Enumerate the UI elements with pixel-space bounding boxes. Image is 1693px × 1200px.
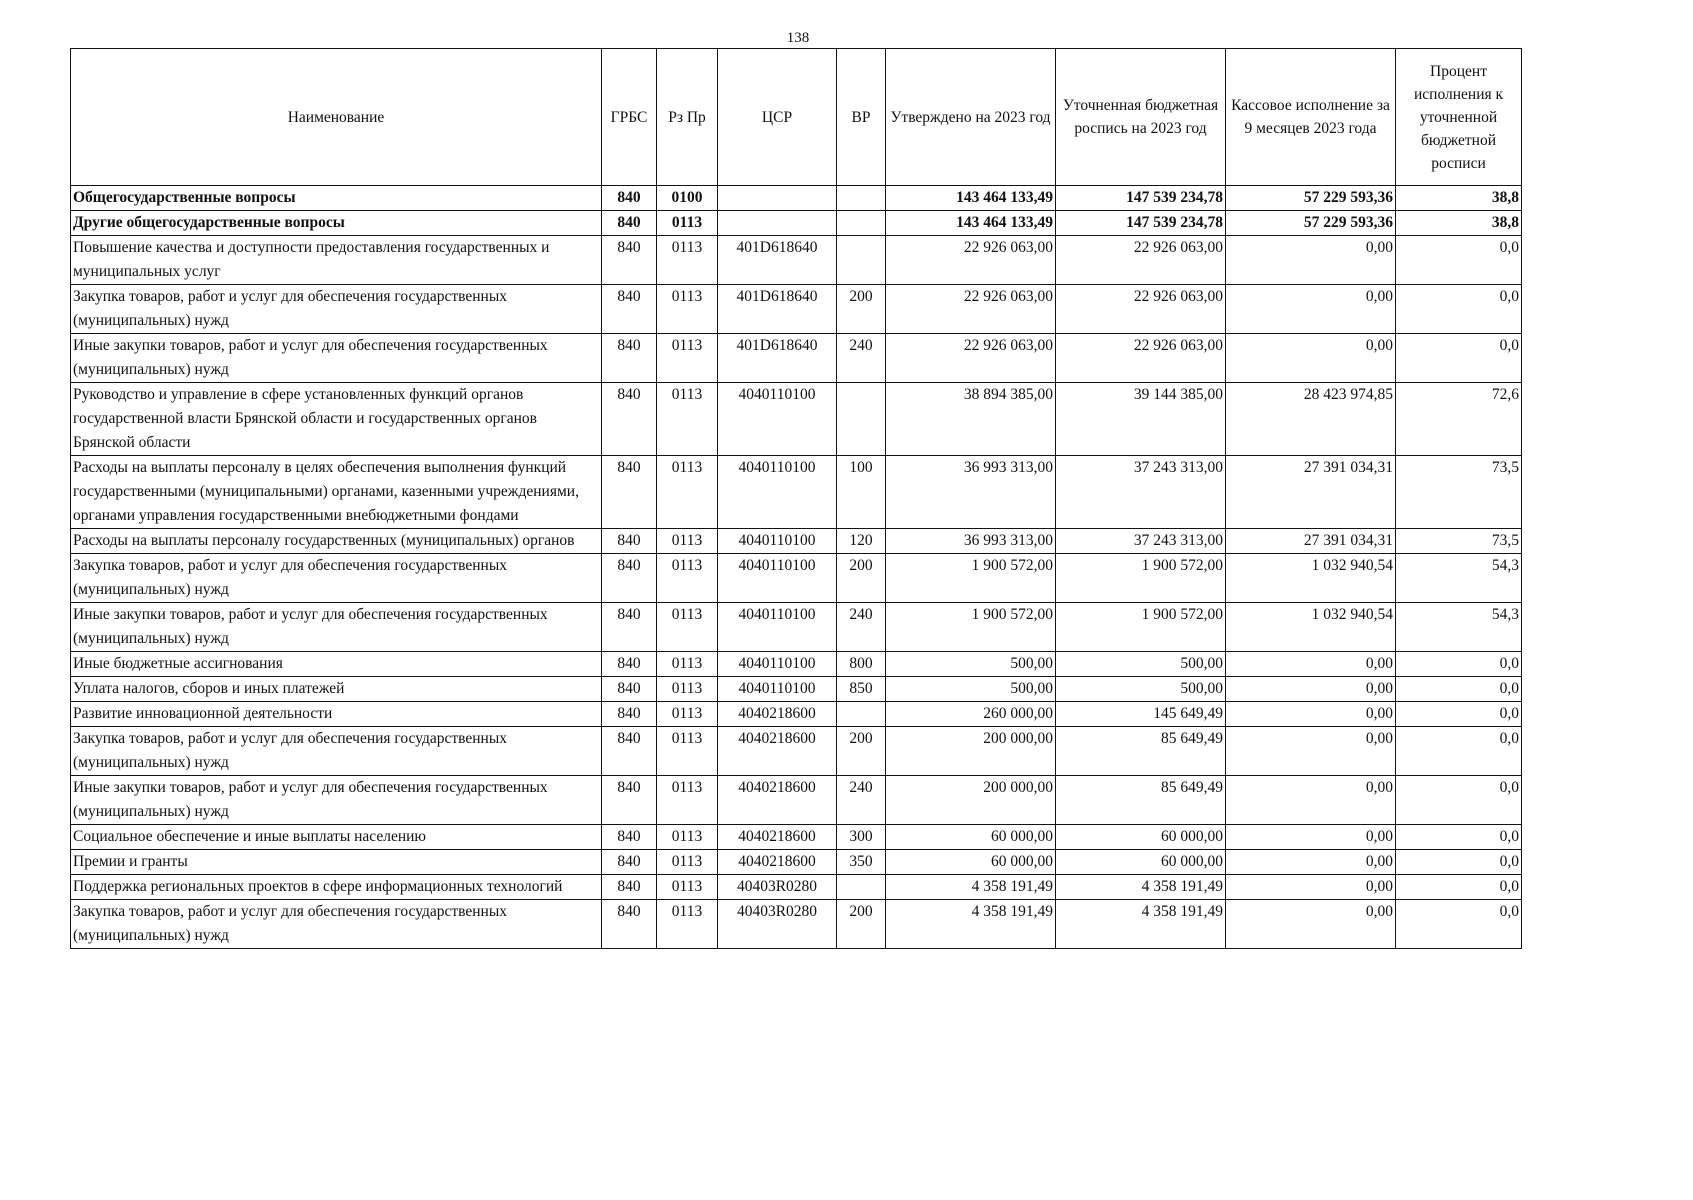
cell-vr bbox=[837, 186, 886, 211]
cell-percent: 54,3 bbox=[1396, 603, 1522, 652]
cell-percent: 54,3 bbox=[1396, 554, 1522, 603]
table-row bbox=[71, 652, 1522, 677]
table-row bbox=[71, 603, 1522, 652]
cell-rzpr: 0113 bbox=[657, 652, 718, 677]
cell-approved: 260 000,00 bbox=[886, 702, 1056, 727]
column-header-vr: ВР bbox=[837, 49, 886, 186]
cell-vr: 300 bbox=[837, 825, 886, 850]
cell-approved: 22 926 063,00 bbox=[886, 236, 1056, 285]
cell-name: Закупка товаров, работ и услуг для обеспечения государственных (муниципальных) нужд bbox=[71, 900, 602, 949]
cell-refined: 4 358 191,49 bbox=[1056, 875, 1226, 900]
cell-percent: 0,0 bbox=[1396, 825, 1522, 850]
cell-rzpr: 0113 bbox=[657, 875, 718, 900]
cell-csr: 4040110100 bbox=[718, 677, 837, 702]
cell-name: Социальное обеспечение и иные выплаты населению bbox=[71, 825, 602, 850]
table-row bbox=[71, 850, 1522, 875]
cell-percent: 72,6 bbox=[1396, 383, 1522, 456]
cell-refined: 147 539 234,78 bbox=[1056, 186, 1226, 211]
cell-refined: 147 539 234,78 bbox=[1056, 211, 1226, 236]
cell-percent: 73,5 bbox=[1396, 456, 1522, 529]
cell-cash: 0,00 bbox=[1226, 702, 1396, 727]
cell-vr: 800 bbox=[837, 652, 886, 677]
cell-grbs: 840 bbox=[602, 900, 657, 949]
cell-grbs: 840 bbox=[602, 554, 657, 603]
cell-approved: 500,00 bbox=[886, 652, 1056, 677]
cell-cash: 0,00 bbox=[1226, 236, 1396, 285]
cell-percent: 38,8 bbox=[1396, 186, 1522, 211]
table-row bbox=[71, 211, 1522, 236]
cell-vr bbox=[837, 875, 886, 900]
cell-rzpr: 0113 bbox=[657, 850, 718, 875]
table-row bbox=[71, 677, 1522, 702]
cell-cash: 0,00 bbox=[1226, 677, 1396, 702]
column-header-approved: Утверждено на 2023 год bbox=[886, 49, 1056, 186]
cell-approved: 22 926 063,00 bbox=[886, 285, 1056, 334]
table-body bbox=[71, 186, 1522, 949]
table-row bbox=[71, 456, 1522, 529]
cell-csr: 401D618640 bbox=[718, 334, 837, 383]
cell-approved: 22 926 063,00 bbox=[886, 334, 1056, 383]
table-row bbox=[71, 383, 1522, 456]
cell-cash: 28 423 974,85 bbox=[1226, 383, 1396, 456]
cell-name: Иные закупки товаров, работ и услуг для обеспечения государственных (муниципальных) нужд bbox=[71, 776, 602, 825]
cell-vr bbox=[837, 702, 886, 727]
cell-cash: 57 229 593,36 bbox=[1226, 211, 1396, 236]
cell-csr: 4040110100 bbox=[718, 383, 837, 456]
cell-refined: 37 243 313,00 bbox=[1056, 456, 1226, 529]
cell-csr bbox=[718, 211, 837, 236]
cell-csr: 4040110100 bbox=[718, 456, 837, 529]
budget-execution-table bbox=[70, 48, 1522, 949]
cell-name: Закупка товаров, работ и услуг для обеспечения государственных (муниципальных) нужд bbox=[71, 727, 602, 776]
cell-csr: 40403R0280 bbox=[718, 875, 837, 900]
cell-csr: 4040110100 bbox=[718, 529, 837, 554]
cell-name: Закупка товаров, работ и услуг для обеспечения государственных (муниципальных) нужд bbox=[71, 285, 602, 334]
cell-grbs: 840 bbox=[602, 875, 657, 900]
cell-name: Иные закупки товаров, работ и услуг для обеспечения государственных (муниципальных) нужд bbox=[71, 603, 602, 652]
cell-csr: 4040218600 bbox=[718, 776, 837, 825]
cell-name: Иные бюджетные ассигнования bbox=[71, 652, 602, 677]
cell-approved: 143 464 133,49 bbox=[886, 211, 1056, 236]
cell-csr: 4040218600 bbox=[718, 727, 837, 776]
cell-grbs: 840 bbox=[602, 236, 657, 285]
table-row bbox=[71, 236, 1522, 285]
column-header-name: Наименование bbox=[71, 49, 602, 186]
cell-percent: 73,5 bbox=[1396, 529, 1522, 554]
cell-refined: 4 358 191,49 bbox=[1056, 900, 1226, 949]
table-row bbox=[71, 776, 1522, 825]
cell-vr: 200 bbox=[837, 900, 886, 949]
cell-csr bbox=[718, 186, 837, 211]
cell-name: Развитие инновационной деятельности bbox=[71, 702, 602, 727]
cell-rzpr: 0113 bbox=[657, 456, 718, 529]
cell-grbs: 840 bbox=[602, 702, 657, 727]
cell-name: Иные закупки товаров, работ и услуг для обеспечения государственных (муниципальных) нужд bbox=[71, 334, 602, 383]
table-row bbox=[71, 900, 1522, 949]
cell-rzpr: 0113 bbox=[657, 702, 718, 727]
cell-refined: 60 000,00 bbox=[1056, 850, 1226, 875]
cell-approved: 500,00 bbox=[886, 677, 1056, 702]
cell-refined: 22 926 063,00 bbox=[1056, 334, 1226, 383]
cell-approved: 38 894 385,00 bbox=[886, 383, 1056, 456]
cell-rzpr: 0113 bbox=[657, 285, 718, 334]
cell-grbs: 840 bbox=[602, 529, 657, 554]
cell-approved: 200 000,00 bbox=[886, 727, 1056, 776]
cell-cash: 27 391 034,31 bbox=[1226, 456, 1396, 529]
cell-approved: 1 900 572,00 bbox=[886, 554, 1056, 603]
cell-percent: 38,8 bbox=[1396, 211, 1522, 236]
cell-grbs: 840 bbox=[602, 652, 657, 677]
cell-refined: 60 000,00 bbox=[1056, 825, 1226, 850]
cell-cash: 0,00 bbox=[1226, 727, 1396, 776]
cell-refined: 500,00 bbox=[1056, 677, 1226, 702]
cell-rzpr: 0113 bbox=[657, 603, 718, 652]
cell-percent: 0,0 bbox=[1396, 652, 1522, 677]
table-row bbox=[71, 702, 1522, 727]
cell-name: Руководство и управление в сфере установленных функций органов государственной власти Брянской области и государственных органов Брянской области bbox=[71, 383, 602, 456]
cell-percent: 0,0 bbox=[1396, 285, 1522, 334]
cell-cash: 0,00 bbox=[1226, 652, 1396, 677]
cell-grbs: 840 bbox=[602, 825, 657, 850]
cell-refined: 145 649,49 bbox=[1056, 702, 1226, 727]
cell-vr: 240 bbox=[837, 776, 886, 825]
cell-rzpr: 0113 bbox=[657, 529, 718, 554]
table-row bbox=[71, 285, 1522, 334]
cell-grbs: 840 bbox=[602, 211, 657, 236]
table-row bbox=[71, 186, 1522, 211]
cell-rzpr: 0113 bbox=[657, 383, 718, 456]
cell-csr: 4040110100 bbox=[718, 652, 837, 677]
cell-cash: 0,00 bbox=[1226, 875, 1396, 900]
cell-csr: 4040110100 bbox=[718, 603, 837, 652]
cell-approved: 200 000,00 bbox=[886, 776, 1056, 825]
cell-grbs: 840 bbox=[602, 334, 657, 383]
cell-refined: 39 144 385,00 bbox=[1056, 383, 1226, 456]
cell-name: Уплата налогов, сборов и иных платежей bbox=[71, 677, 602, 702]
cell-rzpr: 0113 bbox=[657, 776, 718, 825]
cell-percent: 0,0 bbox=[1396, 677, 1522, 702]
table-header-row bbox=[71, 49, 1522, 186]
column-header-refined: Уточненная бюджетная роспись на 2023 год bbox=[1056, 49, 1226, 186]
column-header-grbs: ГРБС bbox=[602, 49, 657, 186]
table-row bbox=[71, 529, 1522, 554]
table-row bbox=[71, 727, 1522, 776]
cell-cash: 0,00 bbox=[1226, 776, 1396, 825]
cell-cash: 0,00 bbox=[1226, 334, 1396, 383]
cell-approved: 4 358 191,49 bbox=[886, 900, 1056, 949]
cell-approved: 143 464 133,49 bbox=[886, 186, 1056, 211]
cell-approved: 36 993 313,00 bbox=[886, 456, 1056, 529]
column-header-percent: Процент исполнения к уточненной бюджетной росписи bbox=[1396, 49, 1522, 186]
cell-grbs: 840 bbox=[602, 456, 657, 529]
cell-percent: 0,0 bbox=[1396, 850, 1522, 875]
cell-rzpr: 0113 bbox=[657, 677, 718, 702]
table-row bbox=[71, 825, 1522, 850]
cell-csr: 401D618640 bbox=[718, 285, 837, 334]
cell-rzpr: 0100 bbox=[657, 186, 718, 211]
cell-approved: 1 900 572,00 bbox=[886, 603, 1056, 652]
cell-percent: 0,0 bbox=[1396, 776, 1522, 825]
cell-name: Поддержка региональных проектов в сфере информационных технологий bbox=[71, 875, 602, 900]
cell-name: Другие общегосударственные вопросы bbox=[71, 211, 602, 236]
cell-csr: 4040218600 bbox=[718, 825, 837, 850]
cell-name: Расходы на выплаты персоналу в целях обеспечения выполнения функций государственными (муниципальными) органами, казенными учреждениями, органами управления государственными внебюджетными фондами bbox=[71, 456, 602, 529]
cell-refined: 22 926 063,00 bbox=[1056, 236, 1226, 285]
cell-rzpr: 0113 bbox=[657, 727, 718, 776]
cell-vr bbox=[837, 236, 886, 285]
cell-cash: 0,00 bbox=[1226, 285, 1396, 334]
cell-approved: 36 993 313,00 bbox=[886, 529, 1056, 554]
cell-cash: 0,00 bbox=[1226, 900, 1396, 949]
cell-cash: 1 032 940,54 bbox=[1226, 554, 1396, 603]
cell-rzpr: 0113 bbox=[657, 825, 718, 850]
cell-csr: 4040110100 bbox=[718, 554, 837, 603]
page-number: 138 bbox=[786, 30, 810, 46]
cell-cash: 57 229 593,36 bbox=[1226, 186, 1396, 211]
cell-cash: 1 032 940,54 bbox=[1226, 603, 1396, 652]
cell-grbs: 840 bbox=[602, 776, 657, 825]
cell-name: Общегосударственные вопросы bbox=[71, 186, 602, 211]
cell-refined: 500,00 bbox=[1056, 652, 1226, 677]
cell-rzpr: 0113 bbox=[657, 334, 718, 383]
cell-rzpr: 0113 bbox=[657, 554, 718, 603]
cell-csr: 401D618640 bbox=[718, 236, 837, 285]
cell-percent: 0,0 bbox=[1396, 236, 1522, 285]
cell-name: Расходы на выплаты персоналу государственных (муниципальных) органов bbox=[71, 529, 602, 554]
cell-refined: 85 649,49 bbox=[1056, 776, 1226, 825]
column-header-csr: ЦСР bbox=[718, 49, 837, 186]
cell-grbs: 840 bbox=[602, 383, 657, 456]
cell-vr: 200 bbox=[837, 727, 886, 776]
cell-grbs: 840 bbox=[602, 285, 657, 334]
cell-grbs: 840 bbox=[602, 186, 657, 211]
cell-vr: 200 bbox=[837, 554, 886, 603]
cell-vr bbox=[837, 383, 886, 456]
cell-cash: 0,00 bbox=[1226, 825, 1396, 850]
cell-name: Премии и гранты bbox=[71, 850, 602, 875]
cell-vr: 850 bbox=[837, 677, 886, 702]
cell-refined: 37 243 313,00 bbox=[1056, 529, 1226, 554]
cell-vr: 350 bbox=[837, 850, 886, 875]
cell-refined: 22 926 063,00 bbox=[1056, 285, 1226, 334]
cell-cash: 0,00 bbox=[1226, 850, 1396, 875]
cell-refined: 1 900 572,00 bbox=[1056, 554, 1226, 603]
cell-cash: 27 391 034,31 bbox=[1226, 529, 1396, 554]
cell-csr: 40403R0280 bbox=[718, 900, 837, 949]
cell-percent: 0,0 bbox=[1396, 900, 1522, 949]
cell-vr: 240 bbox=[837, 334, 886, 383]
cell-approved: 4 358 191,49 bbox=[886, 875, 1056, 900]
cell-percent: 0,0 bbox=[1396, 334, 1522, 383]
cell-grbs: 840 bbox=[602, 727, 657, 776]
cell-vr: 100 bbox=[837, 456, 886, 529]
cell-name: Закупка товаров, работ и услуг для обеспечения государственных (муниципальных) нужд bbox=[71, 554, 602, 603]
cell-vr: 240 bbox=[837, 603, 886, 652]
cell-grbs: 840 bbox=[602, 677, 657, 702]
cell-vr: 200 bbox=[837, 285, 886, 334]
cell-percent: 0,0 bbox=[1396, 727, 1522, 776]
table-row bbox=[71, 875, 1522, 900]
cell-approved: 60 000,00 bbox=[886, 825, 1056, 850]
cell-refined: 1 900 572,00 bbox=[1056, 603, 1226, 652]
cell-grbs: 840 bbox=[602, 850, 657, 875]
column-header-rzpr: Рз Пр bbox=[657, 49, 718, 186]
cell-percent: 0,0 bbox=[1396, 702, 1522, 727]
cell-rzpr: 0113 bbox=[657, 211, 718, 236]
cell-grbs: 840 bbox=[602, 603, 657, 652]
cell-refined: 85 649,49 bbox=[1056, 727, 1226, 776]
table-row bbox=[71, 334, 1522, 383]
cell-percent: 0,0 bbox=[1396, 875, 1522, 900]
cell-rzpr: 0113 bbox=[657, 236, 718, 285]
cell-csr: 4040218600 bbox=[718, 702, 837, 727]
cell-csr: 4040218600 bbox=[718, 850, 837, 875]
cell-name: Повышение качества и доступности предоставления государственных и муниципальных услуг bbox=[71, 236, 602, 285]
cell-approved: 60 000,00 bbox=[886, 850, 1056, 875]
cell-vr: 120 bbox=[837, 529, 886, 554]
column-header-cash: Кассовое исполнение за 9 месяцев 2023 года bbox=[1226, 49, 1396, 186]
cell-vr bbox=[837, 211, 886, 236]
cell-rzpr: 0113 bbox=[657, 900, 718, 949]
table-row bbox=[71, 554, 1522, 603]
